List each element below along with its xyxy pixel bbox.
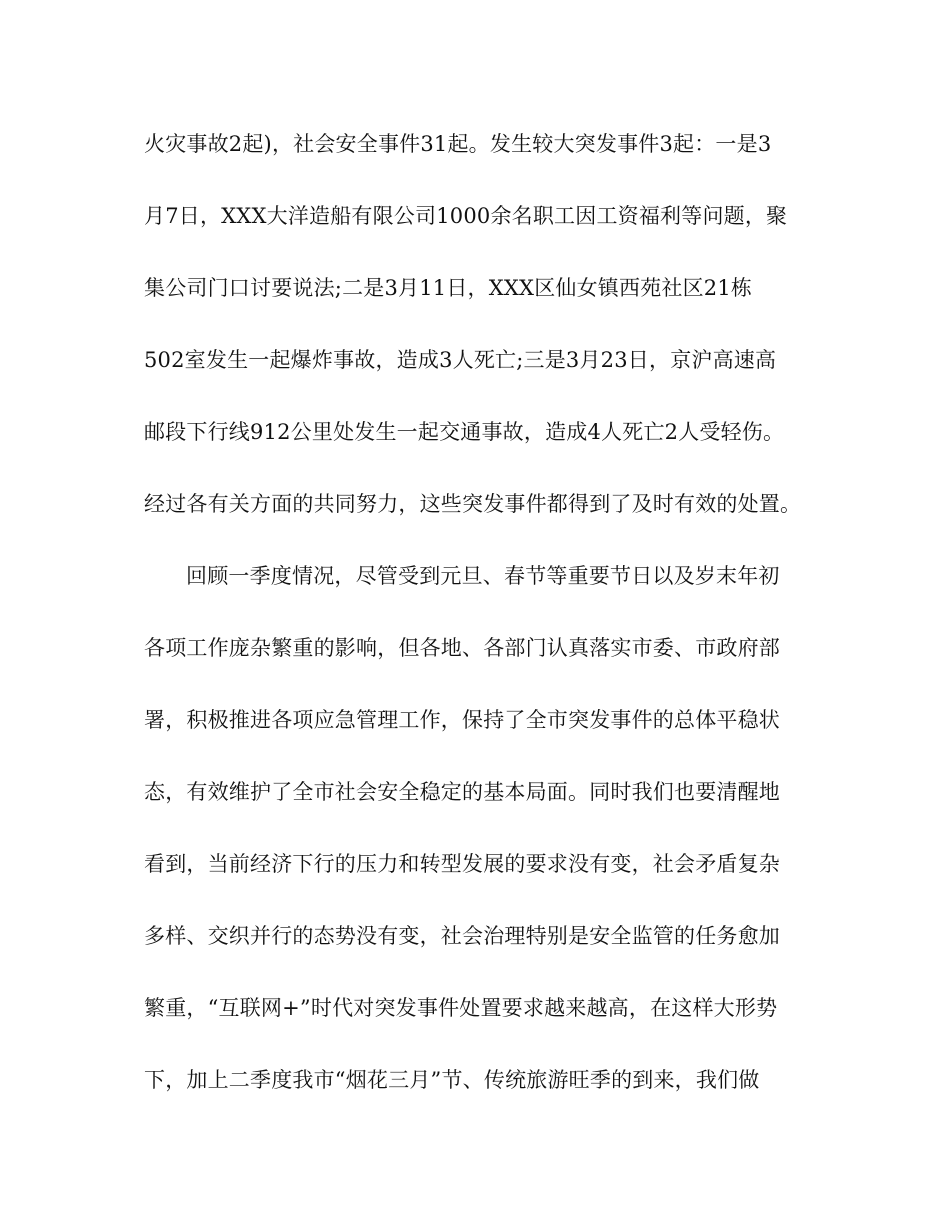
text-line: 繁重，“互联网+”时代对突发事件处置要求越来越高，在这样大形势	[144, 996, 778, 1020]
text-line: 多样、交织并行的态势没有变，社会治理特别是安全监管的任务愈加	[144, 924, 780, 948]
text-line: 态，有效维护了全市社会安全稳定的基本局面。同时我们也要清醒地	[144, 780, 780, 804]
text-line: 经过各有关方面的共同努力，这些突发事件都得到了及时有效的处置。	[144, 492, 802, 516]
text-line: 月7日，XXX大洋造船有限公司1000余名职工因工资福利等问题，聚	[144, 204, 788, 228]
text-line: 邮段下行线912公里处发生一起交通事故，造成4人死亡2人受轻伤。	[144, 420, 785, 444]
text-line: 下，加上二季度我市“烟花三月”节、传统旅游旺季的到来，我们做	[144, 1068, 760, 1092]
text-line: 各项工作庞杂繁重的影响，但各地、各部门认真落实市委、市政府部	[144, 636, 780, 660]
text-line: 署，积极推进各项应急管理工作，保持了全市突发事件的总体平稳状	[144, 708, 780, 732]
text-line: 502室发生一起爆炸事故，造成3人死亡;三是3月23日，京沪高速高	[144, 348, 777, 372]
text-line: 看到，当前经济下行的压力和转型发展的要求没有变，社会矛盾复杂	[144, 852, 780, 876]
text-line: 火灾事故2起)，社会安全事件31起。发生较大突发事件3起：一是3	[144, 132, 772, 156]
text-line: 集公司门口讨要说法;二是3月11日，XXX区仙女镇西苑社区21栋	[144, 276, 753, 300]
paragraph-first-line: 回顾一季度情况，尽管受到元旦、春节等重要节日以及岁末年初	[186, 564, 780, 588]
